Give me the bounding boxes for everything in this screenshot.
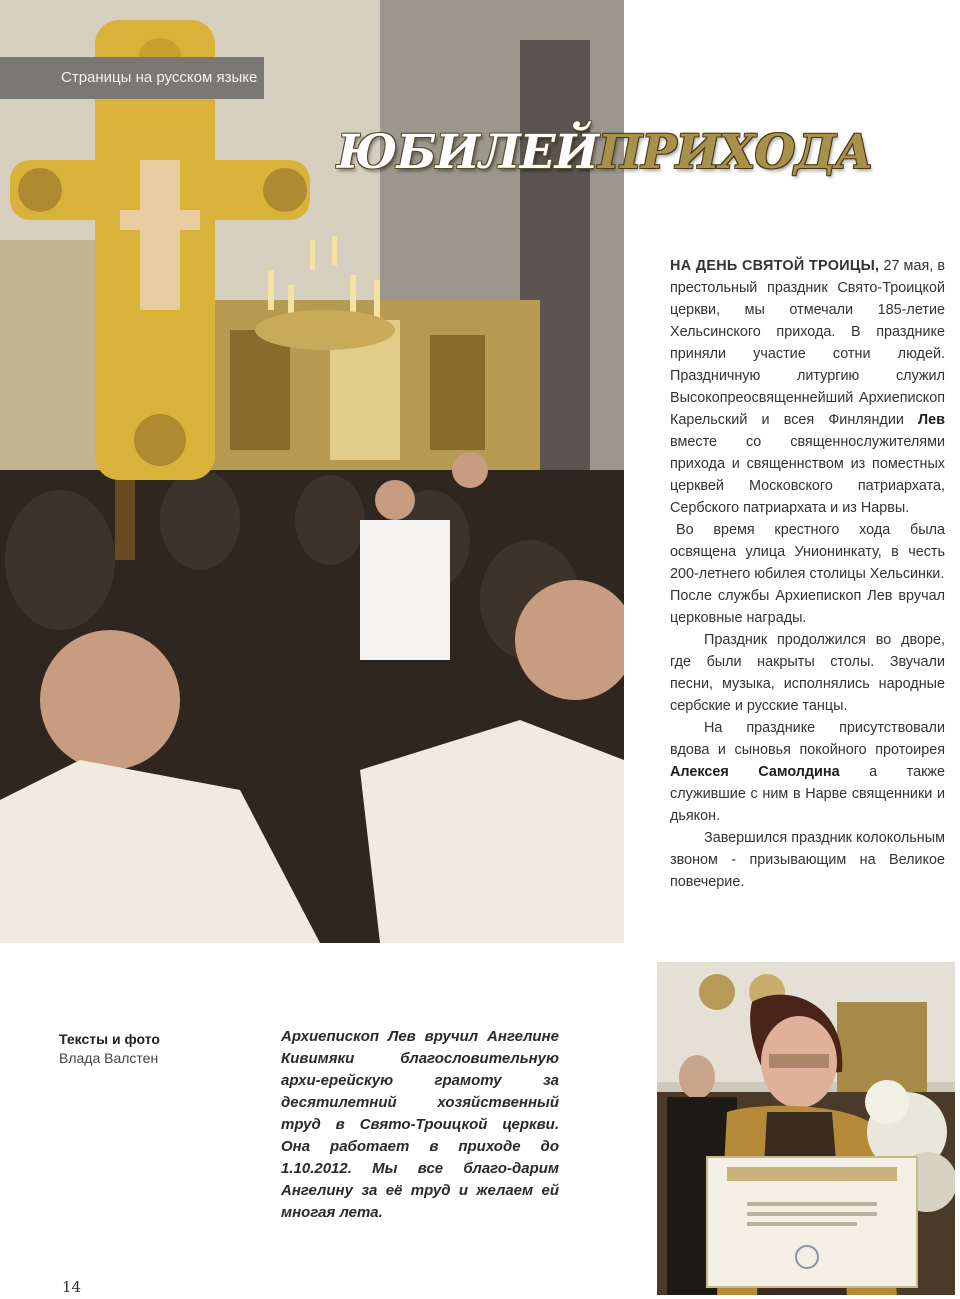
article-text: вместе со священнослужителями прихода и священнством из поместных церквей Московского патриархата, Сербского патриархата и из Нарвы.	[670, 434, 945, 516]
article-text: На празднике присутствовали вдова и сыновья покойного протоирея	[670, 720, 945, 758]
section-tab: Страницы на русском языке	[0, 57, 264, 99]
photo-caption: Архиепископ Лев вручил Ангелине Кивимяки благословительную архи-ерейскую грамоту за десятилетний хозяйственный труд в Свято-Троицкой церкви. Она работает в приходе до 1.10.2012. Мы все благо-дарим Ангелину за её труд и желаем ей многая лета.	[281, 1028, 559, 1221]
photo-credits	[59, 1030, 249, 1068]
award-ceremony-image	[657, 962, 955, 1295]
page-title-word-1: ЮБИЛЕЙ	[337, 125, 598, 180]
article-highlight-name: Алексея Самолдина	[670, 764, 840, 780]
award-photo	[657, 962, 955, 1295]
article-paragraph-4: Праздник продолжился во дворе, где были накрыты столы. Звучали песни, музыка, исполнялись народные сербские и русские танцы.	[670, 632, 945, 714]
article-lead-caps: НА ДЕНЬ СВЯТОЙ ТРОИЦЫ,	[670, 258, 880, 274]
article-paragraph-5	[670, 717, 945, 827]
page-title-word-2: ПРИХОДА	[597, 125, 873, 180]
page-title	[337, 117, 952, 189]
article-text: 27 мая, в престольный праздник Свято-Троицкой церкви, мы отмечали 185-летие Хельсинского прихода. В празднике приняли участие сотни людей. Праздничную литургию служил Высокопреосвященнейший Архиепископ Карельский и всея Финляндии	[670, 258, 945, 428]
credits-label: Тексты и фото	[59, 1031, 160, 1047]
article-highlight-name: Лев	[918, 412, 945, 428]
article-text: а также служившие с ним в Нарве священники и дьякон.	[670, 764, 945, 824]
page-number: 14	[62, 1278, 82, 1296]
article-body	[670, 255, 945, 893]
article-paragraph-6: Завершился праздник колокольным звоном - призывающим на Великое повечерие.	[670, 830, 945, 890]
credits-author: Влада Валстен	[59, 1050, 159, 1066]
article-paragraph-1	[670, 255, 945, 519]
article-paragraph-2: Во время крестного хода была освящена улица Унионинкату, в честь 200-летнего юбилея столицы Хельсинки.	[670, 522, 945, 582]
article-paragraph-3: После службы Архиепископ Лев вручал церковные награды.	[670, 588, 945, 626]
